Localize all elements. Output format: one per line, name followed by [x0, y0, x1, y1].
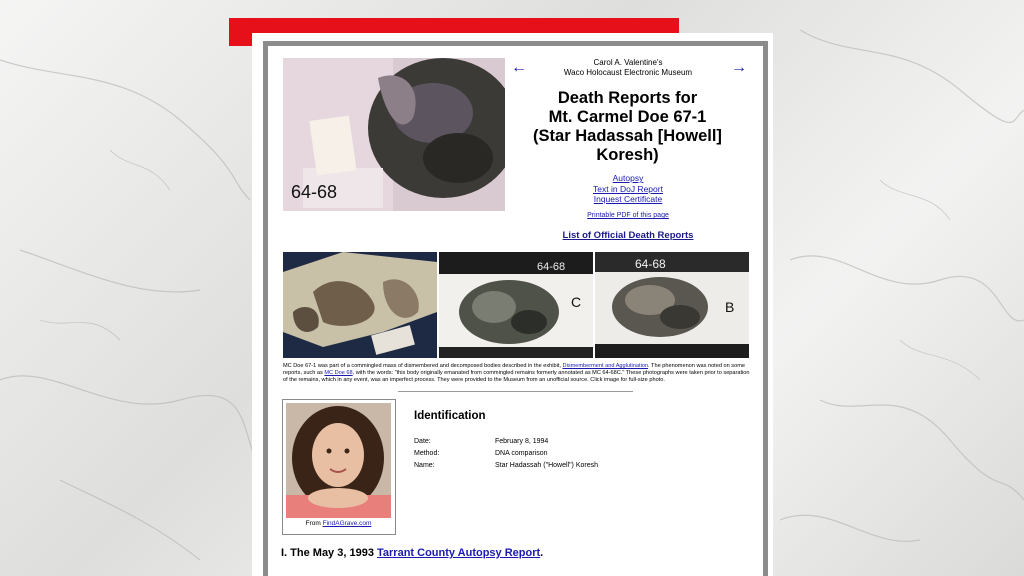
- web-page: [268, 46, 763, 576]
- page-title: [510, 89, 745, 165]
- ident-value: Star Hadassah ("Howell") Koresh: [495, 462, 599, 469]
- divider: [398, 391, 633, 392]
- identification-table: [414, 436, 598, 472]
- dismemberment-link[interactable]: Dismemberment and Agglutination: [562, 363, 649, 369]
- mc-doe-68-link[interactable]: MC Doe 68: [324, 370, 353, 377]
- caption-text-2: . The phenomenon was noted on some reports, such as: [283, 363, 745, 377]
- portrait-photo[interactable]: [286, 403, 391, 518]
- ident-key: Method:: [414, 450, 440, 457]
- ident-key: Name:: [414, 462, 435, 469]
- thumbnail-photo-1[interactable]: [283, 252, 437, 358]
- identification-heading: Identification: [414, 410, 486, 422]
- museum-header: [538, 58, 718, 78]
- thumb2-label: 64-68: [537, 261, 566, 273]
- photo-caption: [283, 363, 753, 385]
- autopsy-section-heading: [281, 547, 761, 559]
- caption-text-3: , with the words: "this body originally emanated from commingled remains formerly annotated as MC 64-68C." These photographs were taken prior to separation of the remains, which in any event, was an imperfect process. They were provided to the Museum from an unofficial source. Click image for full-size photo.: [283, 370, 750, 384]
- death-reports-list-link[interactable]: List of Official Death Reports: [562, 230, 694, 241]
- title-line-3: (Star Hadassah [Howell]: [533, 127, 722, 145]
- ident-value: February 8, 1994: [495, 438, 549, 445]
- doj-report-link[interactable]: Text in DoJ Report: [593, 183, 663, 194]
- autopsy-link[interactable]: Autopsy: [612, 173, 644, 183]
- ident-row-name: [414, 460, 598, 472]
- ident-row-date: [414, 436, 598, 448]
- title-line-1: Death Reports for: [557, 89, 698, 107]
- ident-row-method: [414, 448, 598, 460]
- tarrant-county-autopsy-link[interactable]: Tarrant County Autopsy Report: [377, 547, 541, 559]
- caption-text-1: MC Doe 67-1 was part of a commingled mass of dismembered and decomposed bodies described in the exhibit,: [283, 363, 563, 369]
- printable-pdf-link[interactable]: Printable PDF of this page: [587, 212, 669, 219]
- portrait-frame: [282, 399, 396, 535]
- thumb3-label: 64-68: [635, 257, 666, 271]
- ident-key: Date:: [414, 438, 431, 445]
- thumbnail-photo-2[interactable]: [439, 252, 593, 358]
- portrait-credit: [283, 520, 394, 527]
- thumbnail-photo-3[interactable]: [595, 252, 749, 358]
- section-suffix: .: [540, 547, 544, 559]
- main-photo-label: 64-68: [291, 182, 338, 202]
- section-prefix: I. The May 3, 1993: [281, 547, 377, 559]
- report-links: [568, 173, 688, 205]
- ident-value: DNA comparison: [495, 450, 548, 457]
- prev-page-arrow[interactable]: ←: [511, 59, 527, 76]
- next-page-arrow[interactable]: →: [731, 59, 747, 76]
- thumb3-letter: B: [725, 299, 735, 315]
- portrait-credit-prefix: From: [305, 520, 323, 527]
- inquest-certificate-link[interactable]: Inquest Certificate: [593, 194, 663, 204]
- museum-name: Waco Holocaust Electronic Museum: [563, 68, 693, 77]
- findagrave-link[interactable]: FindAGrave.com: [322, 520, 372, 527]
- title-line-4: Koresh): [596, 146, 659, 164]
- museum-owner: Carol A. Valentine's: [593, 58, 663, 67]
- title-line-2: Mt. Carmel Doe 67-1: [548, 108, 707, 126]
- thumb2-letter: C: [571, 294, 582, 310]
- main-remains-photo[interactable]: [283, 58, 505, 211]
